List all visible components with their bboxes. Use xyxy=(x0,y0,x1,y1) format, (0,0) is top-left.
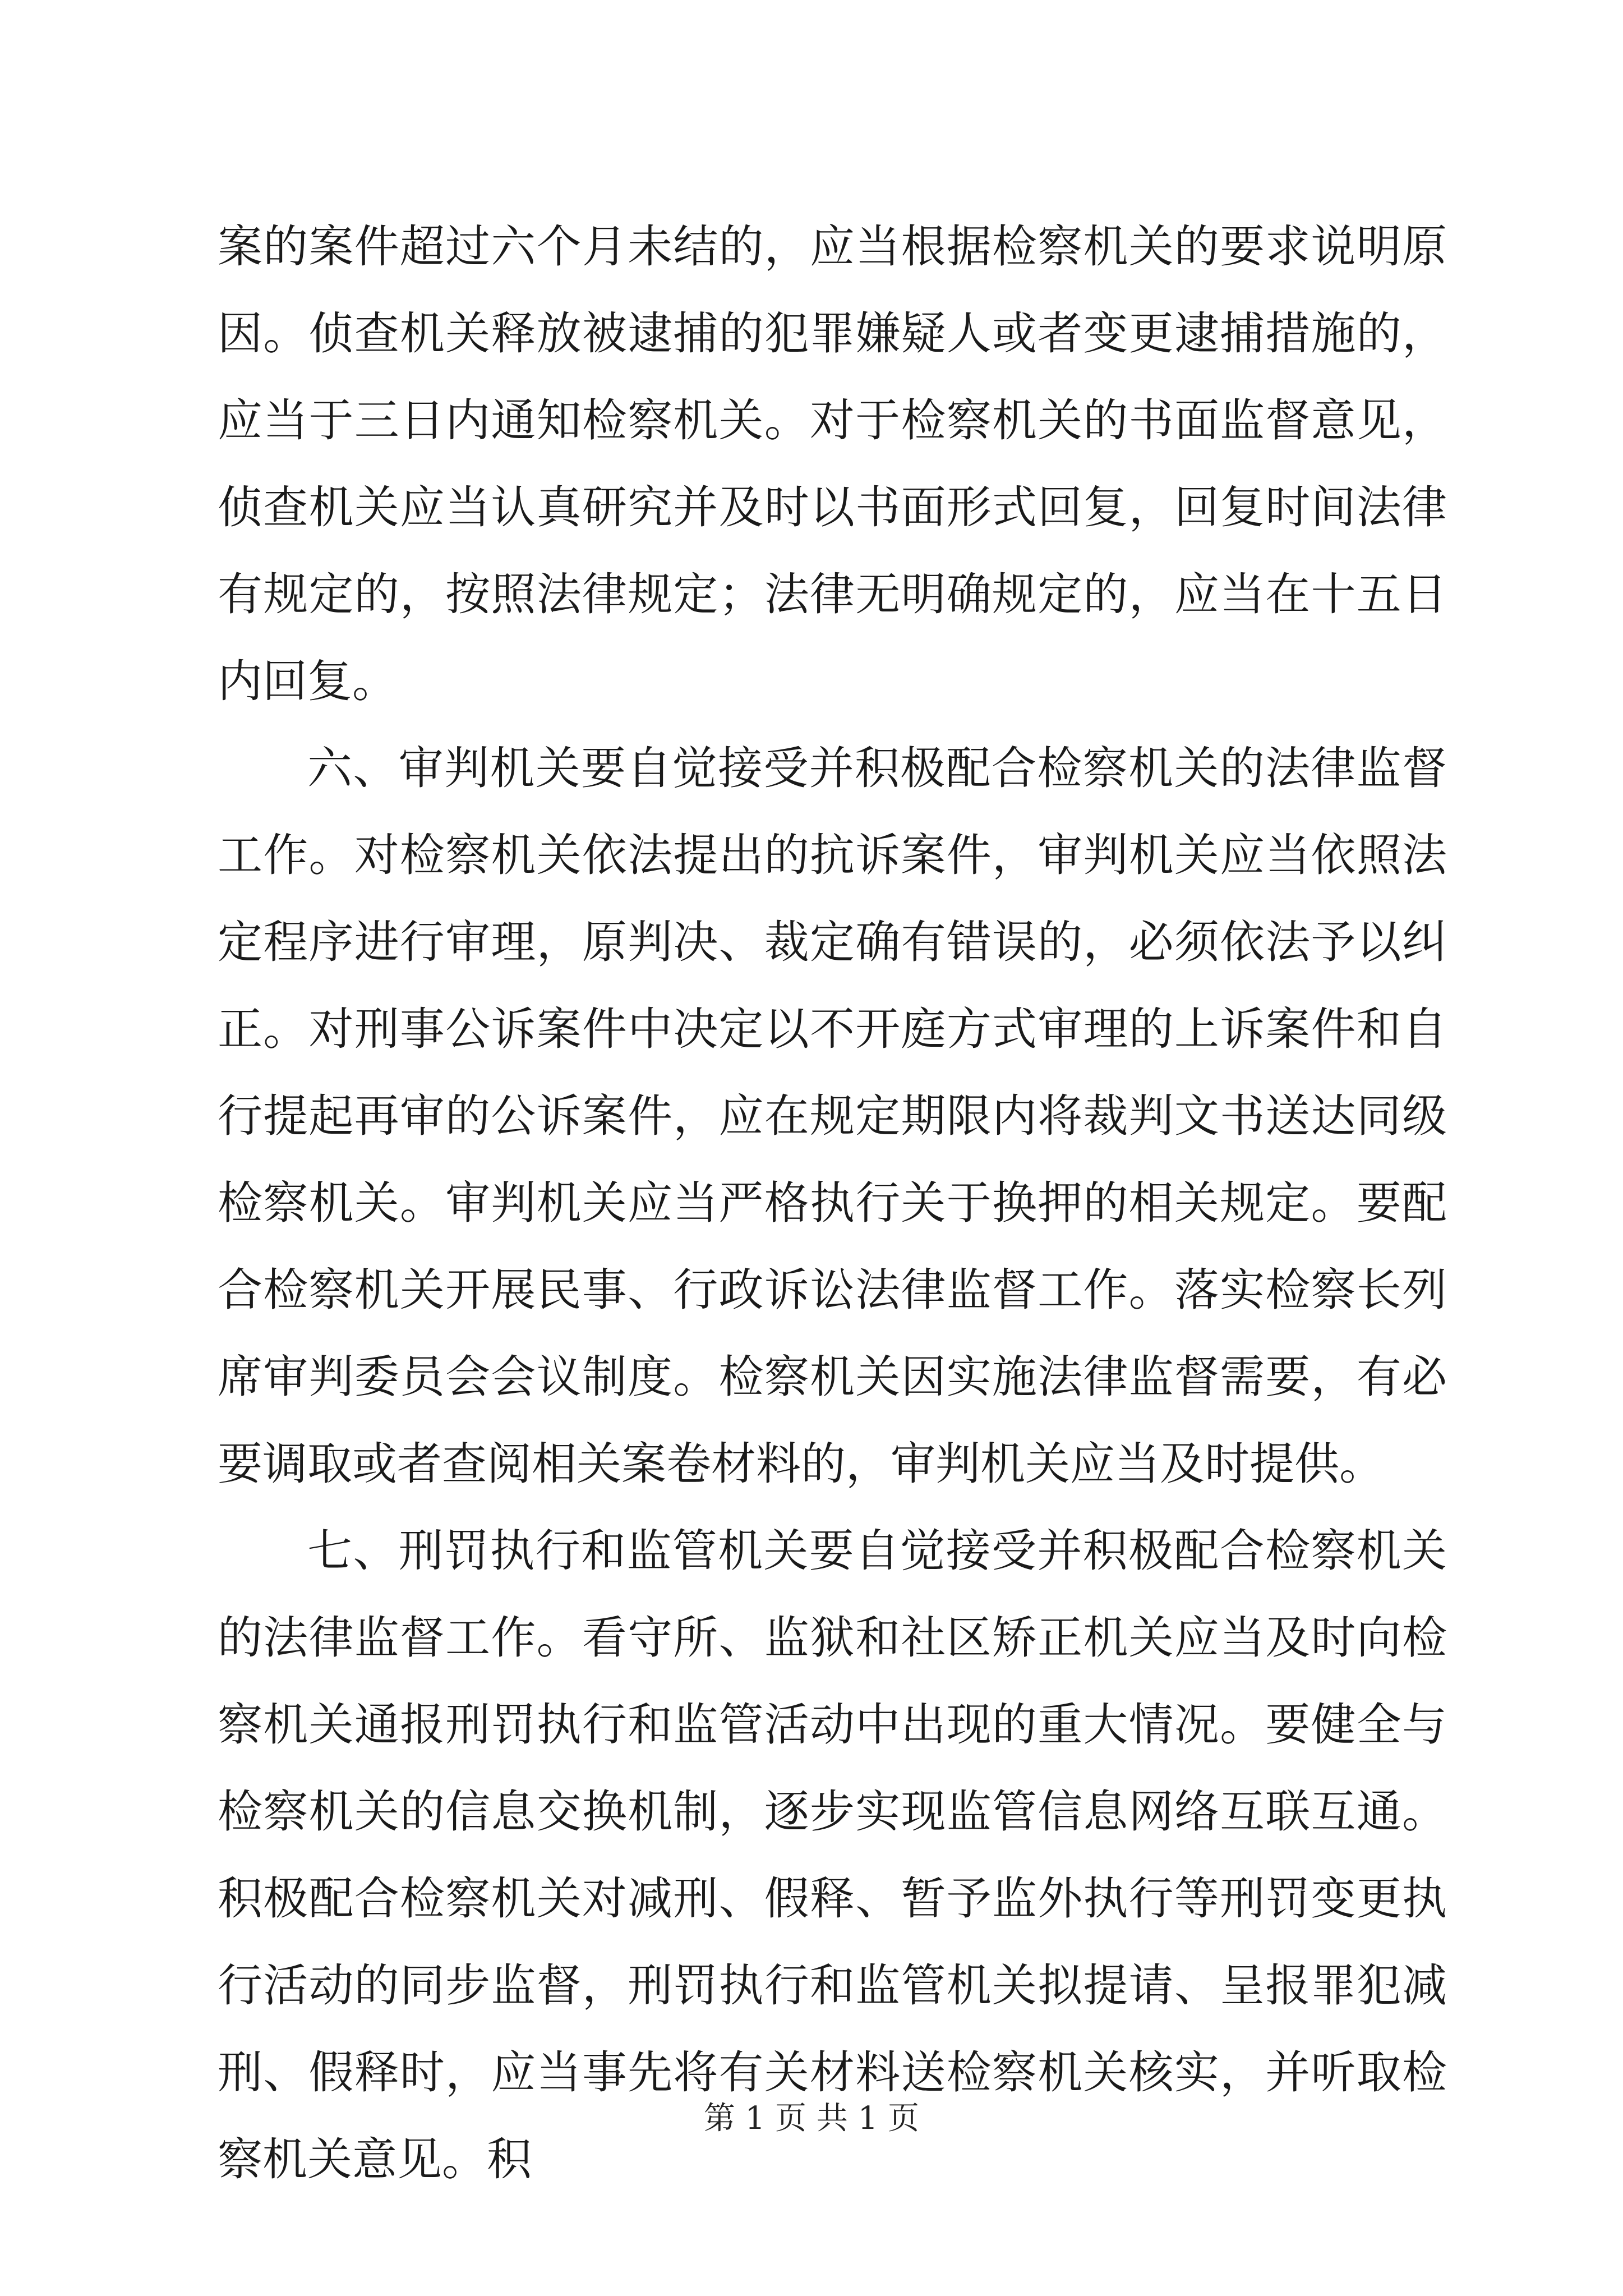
paragraph-section-seven: 七、刑罚执行和监管机关要自觉接受并积极配合检察机关的法律监督工作。看守所、监狱和社区矫正机关应当及时向检察机关通报刑罚执行和监管活动中出现的重大情况。要健全与检察机关的信息交换机制，逐步实现监管信息网络互联互通。积极配合检察机关对减刑、假释、暂予监外执行等刑罚变更执行活动的同步监督，刑罚执行和监管机关拟提请、呈报罪犯减刑、假释时，应当事先将有关材料送检察机关核实，并听取检察机关意见。积 xyxy=(218,1525,1447,2185)
paragraph-section-six: 六、审判机关要自觉接受并积极配合检察机关的法律监督工作。对检察机关依法提出的抗诉案件，审判机关应当依照法定程序进行审理，原判决、裁定确有错误的，必须依法予以纠正。对刑事公诉案件中决定以不开庭方式审理的上诉案件和自行提起再审的公诉案件，应在规定期限内将裁判文书送达同级检察机关。审判机关应当严格执行关于换押的相关规定。要配合检察机关开展民事、行政诉讼法律监督工作。落实检察长列席审判委员会会议制度。检察机关因实施法律监督需要，有必要调取或者查阅相关案卷材料的，审判机关应当及时提供。 xyxy=(218,742,1447,1490)
document-body xyxy=(218,203,1447,2203)
paragraph-continuation: 案的案件超过六个月未结的，应当根据检察机关的要求说明原因。侦查机关释放被逮捕的犯罪嫌疑人或者变更逮捕措施的，应当于三日内通知检察机关。对于检察机关的书面监督意见，侦查机关应当认真研究并及时以书面形式回复，回复时间法律有规定的，按照法律规定；法律无明确规定的，应当在十五日内回复。 xyxy=(218,220,1447,707)
page-footer: 第 1 页 共 1 页 xyxy=(703,2100,920,2137)
